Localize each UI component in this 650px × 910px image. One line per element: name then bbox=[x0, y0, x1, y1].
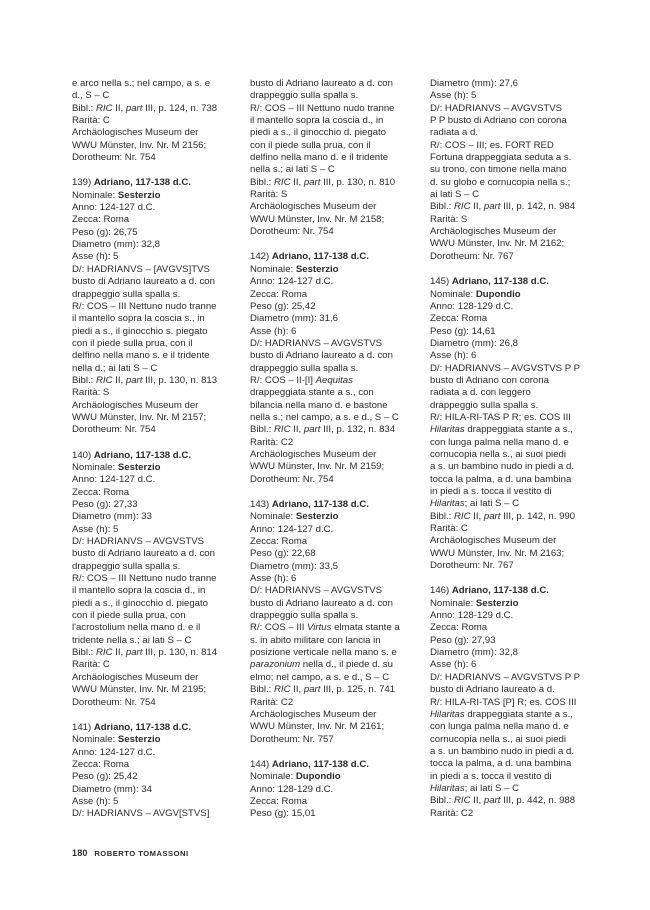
entry-line: Hilaritas; ai lati S – C bbox=[430, 498, 520, 510]
entry-line: delfino nella mano d. e il tridente bbox=[250, 152, 389, 164]
entry-line: R/: HILA-RI-TAS [P] R; es. COS III bbox=[430, 696, 577, 708]
column-2 bbox=[250, 78, 420, 834]
entry-line: il mantello sopra la coscia s., in bbox=[72, 313, 205, 325]
entry-line: Archäologisches Museum der bbox=[72, 671, 199, 683]
entry-line: piedi a s., il ginocchio d. piegato bbox=[72, 597, 208, 609]
entry-nominale: Nominale: Sesterzio bbox=[430, 597, 519, 609]
entry-line: Hilaritas; ai lati S – C bbox=[430, 782, 520, 794]
entry-line: WWU Münster, Inv. Nr. M 2159; bbox=[250, 461, 385, 473]
entry-line: Bibl.: RIC II, part III, p. 124, n. 738 bbox=[72, 102, 218, 114]
entry-line: Anno: 128-129 d.C. bbox=[430, 610, 514, 622]
entry-number: 144) bbox=[250, 758, 272, 770]
entry-heading bbox=[250, 251, 420, 263]
entry-line: Bibl.: RIC II, part III, p. 132, n. 834 bbox=[250, 424, 396, 436]
entry-heading bbox=[72, 722, 242, 734]
entry-line: Dorotheum: Nr. 754 bbox=[72, 424, 156, 436]
entry-line: R/: COS – III; es. FORT RED bbox=[430, 139, 554, 151]
entry-line: Asse (h): 5 bbox=[72, 251, 119, 263]
entry-heading bbox=[72, 177, 242, 189]
entry-nominale: Nominale: Dupondio bbox=[430, 288, 521, 300]
catalogue-entry bbox=[72, 722, 242, 821]
entry-line: busto di Adriano laureato a d. bbox=[430, 684, 555, 696]
entry-line: d., S – C bbox=[72, 90, 110, 102]
entry-line: R/: COS – III Nettuno nudo tranne bbox=[72, 573, 217, 585]
entry-line: Bibl.: RIC II, part III, p. 125, n. 741 bbox=[250, 684, 396, 696]
entry-line: R/: COS – III Nettuno nudo tranne bbox=[72, 300, 217, 312]
entry-line: Bibl.: RIC II, part III, p. 142, n. 984 bbox=[430, 201, 576, 213]
entry-title: Adriano, 117-138 d.C. bbox=[93, 177, 191, 189]
entry-line: D/: HADRIANVS – AVGVSTVS bbox=[250, 585, 383, 597]
entry-title: Adriano, 117-138 d.C. bbox=[93, 721, 191, 733]
entry-line: cornucopia nella s., ai suoi piedi bbox=[430, 448, 566, 460]
entry-title: Adriano, 117-138 d.C. bbox=[271, 758, 369, 770]
entry-line: WWU Münster, Inv. Nr. M 2156; bbox=[72, 139, 207, 151]
entry-line: Rarità: C bbox=[430, 523, 468, 535]
entry-line: D/: HADRIANVS – AVGVSTVS bbox=[72, 536, 205, 548]
entry-line: Diametro (mm): 26,8 bbox=[430, 337, 518, 349]
entry-heading bbox=[430, 585, 600, 597]
entry-nominale: Nominale: Sesterzio bbox=[72, 461, 161, 473]
entry-line: Zecca: Roma bbox=[430, 313, 488, 325]
entry-line: D/: HADRIANVS – AVGVSTVS P P bbox=[430, 362, 580, 374]
entry-line: WWU Münster, Inv. Nr. M 2161; bbox=[250, 721, 385, 733]
entry-line: con il piede sulla prua, con il bbox=[250, 139, 371, 151]
catalogue-entry bbox=[250, 759, 420, 821]
entry-line: P P busto di Adriano con corona bbox=[430, 115, 567, 127]
entry-title: Adriano, 117-138 d.C. bbox=[451, 276, 549, 288]
catalogue-entry-continuation bbox=[72, 78, 242, 164]
entry-line: Zecca: Roma bbox=[72, 486, 130, 498]
entry-line: busto di Adriano con corona bbox=[430, 374, 549, 386]
entry-line: Peso (g): 14,61 bbox=[430, 325, 496, 337]
entry-line: Dorotheum: Nr. 754 bbox=[72, 152, 156, 164]
entry-heading bbox=[250, 499, 420, 511]
entry-line: Zecca: Roma bbox=[72, 214, 130, 226]
entry-line: radiata a d. con leggero bbox=[430, 387, 531, 399]
entry-line: Diametro (mm): 32,8 bbox=[72, 239, 160, 251]
entry-line: tocca la palma, a d. una bambina bbox=[430, 473, 572, 485]
entry-line: Dorotheum: Nr. 754 bbox=[250, 473, 334, 485]
entry-number: 143) bbox=[250, 499, 272, 510]
catalogue-entry bbox=[250, 499, 420, 746]
entry-line: D/: HADRIANVS – AVGV[STVS] bbox=[72, 808, 210, 820]
entry-heading bbox=[250, 759, 420, 771]
entry-line: Bibl.: RIC II, part III, p. 142, n. 990 bbox=[430, 510, 576, 522]
entry-line: Diametro (mm): 34 bbox=[72, 783, 152, 795]
entry-line: Dorotheum: Nr. 767 bbox=[430, 560, 514, 572]
entry-line: Peso (g): 22,68 bbox=[250, 548, 316, 560]
entry-number: 145) bbox=[430, 276, 452, 288]
entry-nominale: Nominale: Sesterzio bbox=[250, 263, 339, 275]
entry-nominale: Nominale: Dupondio bbox=[250, 771, 341, 783]
entry-nominale: Nominale: Sesterzio bbox=[250, 511, 339, 523]
entry-line: Dorotheum: Nr. 757 bbox=[250, 733, 334, 745]
entry-line: Anno: 128-129 d.C. bbox=[250, 783, 334, 795]
entry-line: Rarità: C2 bbox=[250, 436, 294, 448]
entry-line: con il piede sulla prua, con bbox=[72, 610, 186, 622]
entry-line: Peso (g): 25,42 bbox=[72, 771, 138, 783]
entry-line: busto di Adriano laureato a d. con bbox=[72, 276, 215, 288]
entry-nominale: Nominale: Sesterzio bbox=[72, 189, 161, 201]
entry-line: con lunga palma nella mano d. e bbox=[430, 436, 569, 448]
entry-title: Adriano, 117-138 d.C. bbox=[271, 251, 369, 263]
entry-line: elmo; nel campo, a s. e d., S – C bbox=[250, 671, 390, 683]
entry-line: drappeggio sulla spalla s. bbox=[250, 90, 359, 102]
entry-title: Adriano, 117-138 d.C. bbox=[93, 449, 191, 461]
entry-heading bbox=[72, 450, 242, 462]
entry-number: 146) bbox=[430, 585, 452, 597]
entry-line: Rarità: S bbox=[430, 213, 468, 225]
entry-line: Anno: 128-129 d.C. bbox=[430, 300, 514, 312]
entry-line: Anno: 124-127 d.C. bbox=[72, 202, 156, 214]
entry-line: Zecca: Roma bbox=[250, 288, 308, 300]
entry-line: D/: HADRIANVS – AVGVSTVS P P bbox=[430, 671, 580, 683]
entry-line: Archäologisches Museum der bbox=[430, 535, 557, 547]
entry-line: Asse (h): 6 bbox=[250, 325, 297, 337]
entry-line: Rarità: C bbox=[72, 115, 110, 127]
entry-line: in piedi a s. tocca il vestito di bbox=[430, 486, 552, 497]
entry-line: nella s.; nel campo, a s. e d., S – C bbox=[250, 411, 399, 423]
entry-line: Rarità: S bbox=[250, 189, 288, 201]
entry-line: R/: COS – III Virtus elmata stante a bbox=[250, 622, 400, 634]
entry-line: su trono, con timone nella mano bbox=[430, 164, 567, 176]
entry-line: nella d.; ai lati S – C bbox=[72, 362, 158, 374]
entry-line: D/: HADRIANVS – [AVGVS]TVS bbox=[72, 263, 210, 275]
entry-line: Hilaritas drappeggiata stante a s., bbox=[430, 424, 573, 436]
entry-title: Adriano, 117-138 d.C. bbox=[271, 499, 369, 510]
entry-line: Diametro (mm): 33 bbox=[72, 511, 152, 523]
entry-line: R/: COS – II-[I] Aequitas bbox=[250, 374, 353, 386]
catalogue-entry-continuation bbox=[250, 78, 420, 238]
entry-line: posizione verticale nella mano s. e bbox=[250, 647, 397, 659]
entry-line: parazonium nella d., il piede d. su bbox=[250, 659, 393, 671]
entry-line: Rarità: C2 bbox=[430, 807, 474, 819]
entry-line: drappeggio sulla spalla s. bbox=[72, 288, 181, 300]
entry-line: Diametro (mm): 31,6 bbox=[250, 313, 338, 325]
entry-line: Peso (g): 27,93 bbox=[430, 634, 496, 646]
entry-line: Anno: 124-127 d.C. bbox=[72, 746, 156, 758]
entry-line: a s. un bambino nudo in piedi a d. bbox=[430, 461, 575, 473]
entry-line: bilancia nella mano d. e bastone bbox=[250, 399, 388, 411]
running-author: ROBERTO TOMASSONI bbox=[94, 849, 189, 858]
entry-line: tridente nella s.; ai lati S – C bbox=[72, 634, 192, 646]
entry-line: Archäologisches Museum der bbox=[72, 399, 199, 411]
entry-line: Asse (h): 6 bbox=[430, 659, 477, 671]
entry-line: Diametro (mm): 33,5 bbox=[250, 560, 338, 572]
entry-line: Bibl.: RIC II, part III, p. 130, n. 813 bbox=[72, 374, 218, 386]
entry-line: il mantello sopra la coscia d., in bbox=[250, 115, 384, 127]
entry-line: a s. un bambino nudo in piedi a d. bbox=[430, 745, 575, 757]
entry-line: con il piede sulla prua, con il bbox=[72, 337, 193, 349]
entry-line: Dorotheum: Nr. 754 bbox=[72, 696, 156, 708]
entry-line: radiata a d. bbox=[430, 127, 479, 139]
entry-line: in piedi a s. tocca il vestito di bbox=[430, 770, 552, 782]
page-number: 180 bbox=[72, 848, 88, 858]
entry-line: WWU Münster, Inv. Nr. M 2163; bbox=[430, 547, 565, 559]
entry-line: Archäologisches Museum der bbox=[250, 448, 377, 460]
entry-line: ai lati S – C bbox=[430, 189, 480, 201]
entry-line: Asse (h): 6 bbox=[250, 573, 297, 585]
entry-line: nella s.; ai lati S – C bbox=[250, 164, 335, 176]
entry-number: 142) bbox=[250, 251, 272, 263]
entry-line: drappeggiata stante a s., con bbox=[250, 387, 374, 399]
entry-line: Bibl.: RIC II, part III, p. 442, n. 988 bbox=[430, 795, 576, 807]
catalogue-entry bbox=[72, 450, 242, 709]
entry-line: con lunga palma nella mano d. e bbox=[430, 721, 569, 733]
entry-number: 141) bbox=[72, 721, 94, 733]
entry-line: R/: COS – III Nettuno nudo tranne bbox=[250, 102, 395, 114]
entry-line: Zecca: Roma bbox=[72, 758, 130, 770]
page-footer bbox=[72, 848, 189, 859]
entry-line: WWU Münster, Inv. Nr. M 2195; bbox=[72, 684, 207, 696]
entry-line: Asse (h): 6 bbox=[430, 350, 477, 362]
entry-line: Bibl.: RIC II, part III, p. 130, n. 810 bbox=[250, 176, 396, 188]
entry-line: il mantello sopra la coscia d., in bbox=[72, 585, 206, 597]
entry-line: WWU Münster, Inv. Nr. M 2157; bbox=[72, 411, 207, 423]
entry-line: Dorotheum: Nr. 767 bbox=[430, 250, 514, 262]
entry-line: busto di Adriano laureato a d. con bbox=[250, 78, 393, 89]
entry-line: Diametro (mm): 27,6 bbox=[430, 78, 518, 89]
entry-nominale: Nominale: Sesterzio bbox=[72, 734, 161, 746]
catalogue-entry bbox=[72, 177, 242, 436]
entry-line: s. in abito militare con lancia in bbox=[250, 634, 381, 646]
entry-line: Peso (g): 27,33 bbox=[72, 499, 138, 510]
entry-line: piedi a s., il ginocchio s. piegato bbox=[72, 325, 208, 337]
entry-line: Peso (g): 25,42 bbox=[250, 300, 316, 312]
entry-line: Archäologisches Museum der bbox=[250, 708, 377, 720]
entry-line: Peso (g): 26,75 bbox=[72, 226, 138, 238]
entry-line: Archäologisches Museum der bbox=[250, 201, 377, 213]
entry-line: drappeggio sulla spalla s. bbox=[430, 399, 539, 411]
entry-line: Dorotheum: Nr. 754 bbox=[250, 226, 334, 238]
entry-line: Asse (h): 5 bbox=[72, 523, 119, 535]
entry-line: WWU Münster, Inv. Nr. M 2162; bbox=[430, 238, 565, 250]
entry-number: 139) bbox=[72, 177, 94, 189]
entry-line: Bibl.: RIC II, part III, p. 130, n. 814 bbox=[72, 647, 218, 659]
entry-line: Diametro (mm): 32,8 bbox=[430, 647, 518, 659]
entry-heading bbox=[430, 276, 600, 288]
entry-line: Zecca: Roma bbox=[250, 795, 308, 807]
entry-line: l'acrostolium nella mano d. e il bbox=[72, 622, 201, 634]
entry-line: drappeggio sulla spalla s. bbox=[250, 362, 359, 374]
entry-number: 140) bbox=[72, 449, 94, 461]
catalogue-entry bbox=[430, 276, 600, 572]
catalogue-entry-continuation bbox=[430, 78, 600, 263]
entry-line: Rarità: C bbox=[72, 659, 110, 671]
entry-line: Peso (g): 15,01 bbox=[250, 808, 316, 820]
entry-line: Archäologisches Museum der bbox=[430, 226, 557, 238]
entry-line: Rarità: C2 bbox=[250, 696, 294, 708]
entry-line: Asse (h): 5 bbox=[72, 795, 119, 807]
entry-line: e arco nella s.; nel campo, a s. e bbox=[72, 78, 211, 89]
entry-line: Fortuna drappeggiata seduta a s. bbox=[430, 152, 572, 164]
entry-line: Anno: 124-127 d.C. bbox=[72, 474, 156, 486]
entry-line: R/: HILA-RI-TAS P R; es. COS III bbox=[430, 411, 571, 423]
column-3 bbox=[430, 78, 600, 833]
entry-line: D/: HADRIANVS – AVGVSTVS bbox=[250, 337, 383, 349]
entry-line: cornucopia nella s., ai suoi piedi bbox=[430, 733, 566, 745]
entry-line: piedi a s., il ginocchio d. piegato bbox=[250, 127, 386, 139]
entry-line: busto di Adriano laureato a d. con bbox=[250, 597, 393, 609]
entry-line: Zecca: Roma bbox=[250, 536, 308, 548]
entry-line: Hilaritas drappeggiata stante a s., bbox=[430, 708, 573, 720]
entry-line: drappeggio sulla spalla s. bbox=[250, 610, 359, 622]
entry-line: tocca la palma, a d. una bambina bbox=[430, 758, 572, 770]
catalogue-entry bbox=[430, 585, 600, 820]
entry-title: Adriano, 117-138 d.C. bbox=[451, 585, 549, 597]
entry-line: drappeggio sulla spalla s. bbox=[72, 560, 181, 572]
entry-line: busto di Adriano laureato a d. con bbox=[72, 548, 215, 560]
entry-line: WWU Münster, Inv. Nr. M 2158; bbox=[250, 213, 385, 225]
catalogue-entry bbox=[250, 251, 420, 486]
entry-line: busto di Adriano laureato a d. con bbox=[250, 350, 393, 362]
entry-line: delfino nella mano s. e il tridente bbox=[72, 350, 210, 362]
entry-line: d. su globo e cornucopia nella s.; bbox=[430, 176, 571, 188]
entry-line: Asse (h): 5 bbox=[430, 90, 477, 102]
entry-line: Zecca: Roma bbox=[430, 622, 488, 634]
entry-line: D/: HADRIANVS – AVGVSTVS bbox=[430, 102, 563, 114]
column-1 bbox=[72, 78, 242, 834]
entry-line: Anno: 124-127 d.C. bbox=[250, 276, 334, 288]
entry-line: Archäologisches Museum der bbox=[72, 127, 199, 139]
entry-line: Anno: 124-127 d.C. bbox=[250, 523, 334, 535]
entry-line: Rarità: S bbox=[72, 387, 110, 399]
